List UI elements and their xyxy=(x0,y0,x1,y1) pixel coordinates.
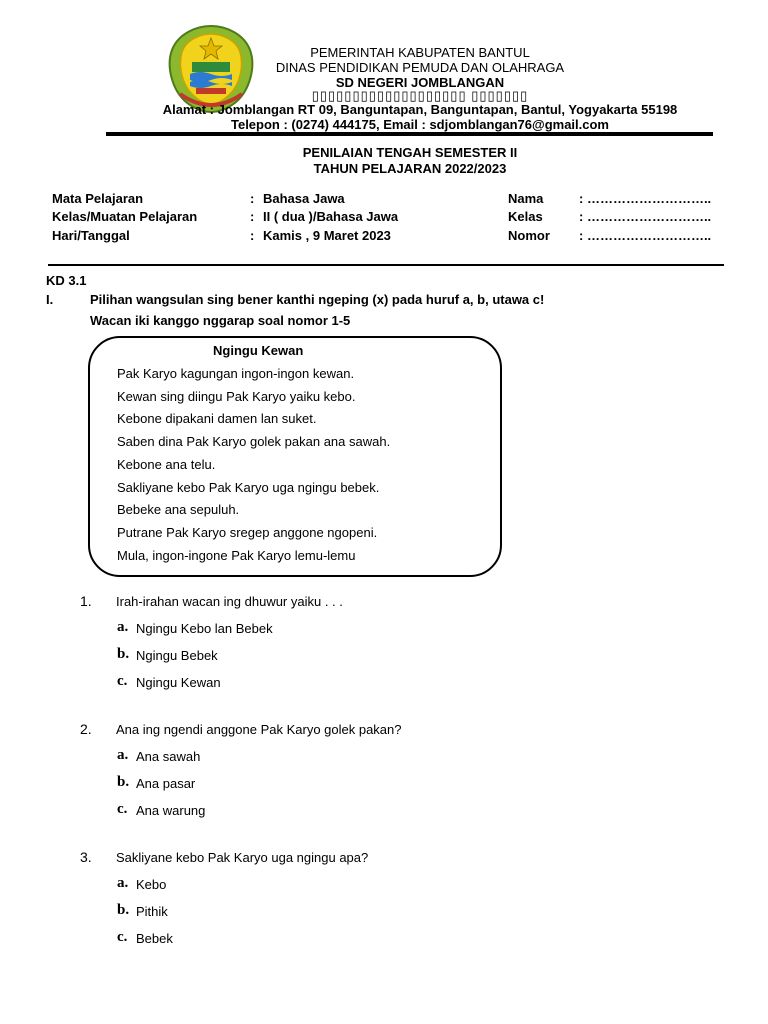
option-letter[interactable]: c. xyxy=(117,929,128,945)
story-line: Sakliyane kebo Pak Karyo uga ngingu bebek. xyxy=(117,480,380,495)
option-text[interactable]: Kebo xyxy=(136,877,167,892)
question-text: Ana ing ngendi anggone Pak Karyo golek pakan? xyxy=(116,722,402,737)
header-address: Alamat : Jomblangan RT 09, Banguntapan, Banguntapan, Bantul, Yogyakarta 55198 xyxy=(162,102,678,117)
story-line: Mula, ingon-ingone Pak Karyo lemu-lemu xyxy=(117,548,356,563)
option-letter[interactable]: a. xyxy=(117,747,129,763)
question-number: 1. xyxy=(80,593,92,609)
header-contact: Telepon : (0274) 444175, Email : sdjomblangan76@gmail.com xyxy=(230,117,609,132)
info-label-kelas: Kelas xyxy=(508,209,543,224)
option-text[interactable]: Pithik xyxy=(136,904,168,919)
exam-title: PENILAIAN TENGAH SEMESTER II xyxy=(302,145,518,160)
question-text: Irah-irahan wacan ing dhuwur yaiku . . . xyxy=(116,594,343,609)
info-sep: : xyxy=(250,228,255,243)
option-text[interactable]: Ngingu Kewan xyxy=(136,675,221,690)
story-line: Bebeke ana sepuluh. xyxy=(117,502,240,517)
option-letter[interactable]: c. xyxy=(117,673,128,689)
story-title: Ngingu Kewan xyxy=(213,343,304,358)
option-text[interactable]: Ngingu Kebo lan Bebek xyxy=(136,621,273,636)
option-text[interactable]: Ana warung xyxy=(136,803,206,818)
option-text[interactable]: Ngingu Bebek xyxy=(136,648,218,663)
info-value-class: II ( dua )/Bahasa Jawa xyxy=(263,209,399,224)
info-label-name: Nama xyxy=(508,191,544,206)
story-line: Kebone ana telu. xyxy=(117,457,216,472)
number-field[interactable]: : ……………………….. xyxy=(579,228,712,243)
option-text[interactable]: Bebek xyxy=(136,931,173,946)
story-line: Pak Karyo kagungan ingon-ingon kewan. xyxy=(117,366,355,381)
option-letter[interactable]: b. xyxy=(117,902,130,918)
info-value-date: Kamis , 9 Maret 2023 xyxy=(263,228,391,243)
passage-note: Wacan iki kanggo nggarap soal nomor 1-5 xyxy=(90,313,351,328)
story-line: Kebone dipakani damen lan suket. xyxy=(117,411,317,426)
question-number: 3. xyxy=(80,849,92,865)
header-government-line: PEMERINTAH KABUPATEN BANTUL xyxy=(310,45,530,60)
question-text: Sakliyane kebo Pak Karyo uga ngingu apa? xyxy=(116,850,369,865)
question-number: 2. xyxy=(80,721,92,737)
info-label-class: Kelas/Muatan Pelajaran xyxy=(52,209,198,224)
option-letter[interactable]: b. xyxy=(117,774,130,790)
header-javanese-script: ▯▯▯▯▯▯▯▯▯▯▯▯▯▯▯▯▯▯▯ ▯▯▯▯▯▯▯ xyxy=(311,88,529,103)
option-letter[interactable]: b. xyxy=(117,646,130,662)
option-letter[interactable]: a. xyxy=(117,619,129,635)
option-letter[interactable]: a. xyxy=(117,875,129,891)
header-department-line: DINAS PENDIDIKAN PEMUDA DAN OLAHRAGA xyxy=(275,60,565,75)
option-text[interactable]: Ana sawah xyxy=(136,749,201,764)
info-label-date: Hari/Tanggal xyxy=(52,228,130,243)
story-line: Saben dina Pak Karyo golek pakan ana sawah. xyxy=(117,434,391,449)
class-field[interactable]: : ……………………….. xyxy=(579,209,712,224)
story-line: Putrane Pak Karyo sregep anggone ngopeni. xyxy=(117,525,378,540)
option-letter[interactable]: c. xyxy=(117,801,128,817)
info-label-subject: Mata Pelajaran xyxy=(52,191,144,206)
section-instruction: Pilihan wangsulan sing bener kanthi ngeping (x) pada huruf a, b, utawa c! xyxy=(90,292,545,307)
info-divider xyxy=(48,264,724,266)
info-sep: : xyxy=(250,191,255,206)
story-line: Kewan sing diingu Pak Karyo yaiku kebo. xyxy=(117,389,356,404)
option-text[interactable]: Ana pasar xyxy=(136,776,196,791)
section-roman-numeral: I. xyxy=(46,292,54,307)
info-label-number: Nomor xyxy=(508,228,550,243)
name-field[interactable]: : ……………………….. xyxy=(579,191,712,206)
header-school-name: SD NEGERI JOMBLANGAN xyxy=(335,75,505,90)
info-sep: : xyxy=(250,209,255,224)
info-value-subject: Bahasa Jawa xyxy=(263,191,345,206)
kd-label: KD 3.1 xyxy=(46,273,87,288)
exam-year: TAHUN PELAJARAN 2022/2023 xyxy=(313,161,507,176)
header-divider xyxy=(106,132,713,136)
